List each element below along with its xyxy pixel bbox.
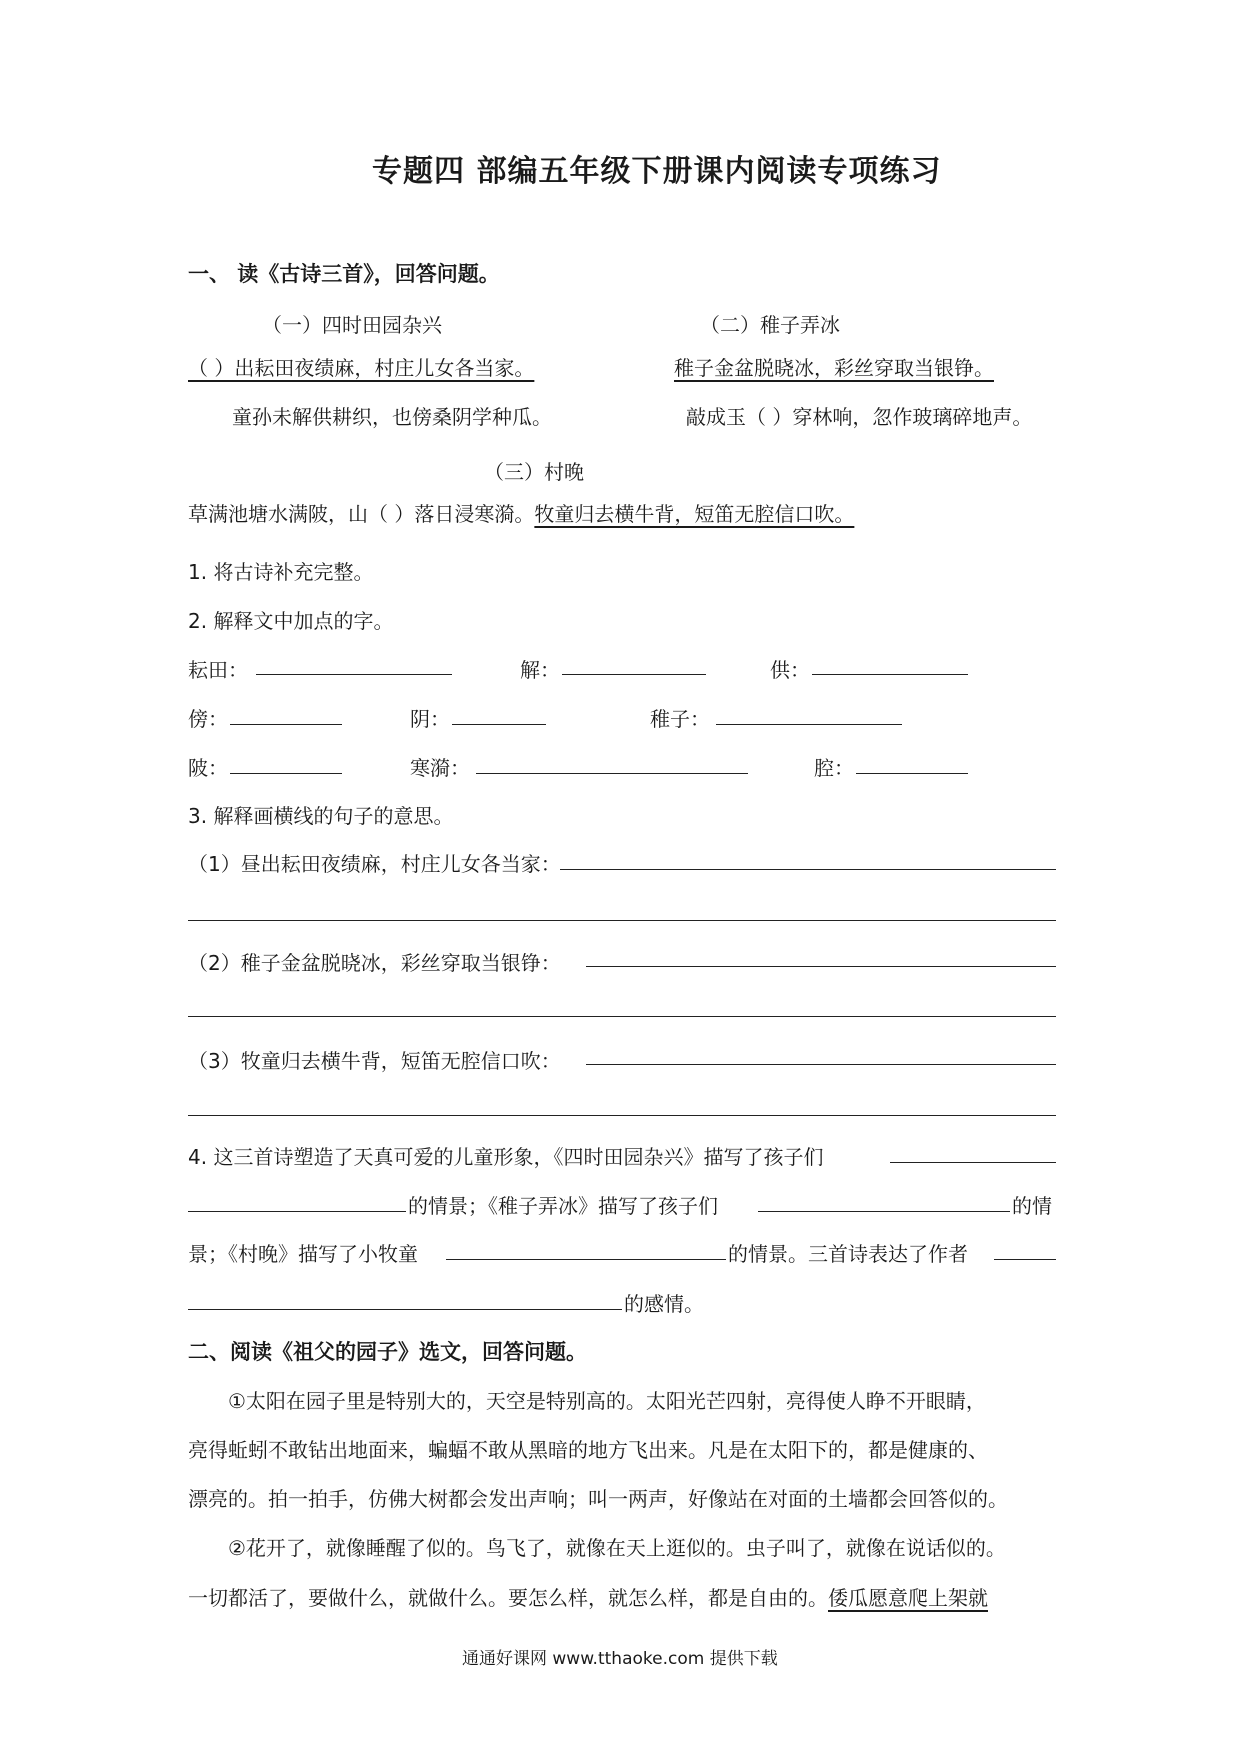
q2-term-6: 稚子： [650,707,710,731]
q3-answer-1b[interactable] [188,920,1056,921]
poem2-line1: 稚子金盆脱晓冰，彩丝穿取当银铮。 [674,356,994,380]
poem3-line-a: 草满池塘水满陂，山（ ）落日浸寒漪。 [188,502,535,526]
passage-p2-line1: ②花开了，就像睡醒了似的。鸟飞了，就像在天上逛似的。虫子叫了，就像在说话似的。 [228,1536,1006,1560]
q3-answer-2a[interactable] [586,966,1056,967]
q2-blank-7[interactable] [230,773,342,774]
q4-blank-3[interactable] [758,1211,1010,1212]
q4-part-2: 的情景；《稚子弄冰》描写了孩子们 [408,1194,718,1218]
q3-item-2: （2）稚子金盆脱晓冰，彩丝穿取当银铮： [188,951,561,975]
poem2-title: （二）稚子弄冰 [700,313,840,337]
passage-p2-line2-text: 一切都活了，要做什么，就做什么。要怎么样，就怎么样，都是自由的。 [188,1586,828,1610]
question-1: 1. 将古诗补充完整。 [188,560,374,584]
section1-heading: 一、 读《古诗三首》，回答问题。 [188,262,500,286]
q2-term-9: 腔： [814,756,854,780]
q2-blank-1[interactable] [256,674,452,675]
question-2: 2. 解释文中加点的字。 [188,609,394,633]
poem1-line2: 童孙未解供耕织，也傍桑阴学种瓜。 [232,405,552,429]
q4-blank-6[interactable] [188,1309,622,1310]
poem3-lines [188,498,854,527]
passage-p2-line2 [188,1582,988,1611]
q3-answer-2b[interactable] [188,1016,1056,1017]
q2-blank-4[interactable] [230,724,342,725]
q3-answer-3a[interactable] [586,1064,1056,1065]
q4-blank-5[interactable] [994,1259,1056,1260]
q2-blank-9[interactable] [856,773,968,774]
q2-blank-3[interactable] [812,674,968,675]
q2-blank-8[interactable] [476,773,748,774]
poem2-line2: 敲成玉（ ）穿林响，忽作玻璃碎地声。 [686,405,1033,429]
q2-term-8: 寒漪： [410,756,470,780]
q4-part-3: 的情 [1012,1194,1052,1218]
poem1-line1: （ ）出耘田夜绩麻，村庄儿女各当家。 [188,356,535,380]
poem3-line-b: 牧童归去横牛背，短笛无腔信口吹。 [534,502,855,526]
q3-answer-3b[interactable] [188,1115,1056,1116]
q4-part-6: 的感情。 [624,1292,704,1316]
passage-p1-line2: 亮得蚯蚓不敢钻出地面来，蝙蝠不敢从黑暗的地方飞出来。凡是在太阳下的，都是健康的、 [188,1438,988,1462]
passage-p1-line1: ①太阳在园子里是特别大的，天空是特别高的。太阳光芒四射，亮得使人睁不开眼睛， [228,1389,986,1413]
poem1-title: （一）四时田园杂兴 [262,313,442,337]
q2-blank-6[interactable] [716,724,902,725]
q2-term-4: 傍： [188,707,228,731]
q4-blank-1[interactable] [890,1162,1056,1163]
q3-answer-1a[interactable] [560,869,1056,870]
q2-blank-5[interactable] [452,724,546,725]
q3-item-1: （1）昼出耘田夜绩麻，村庄儿女各当家： [188,852,561,876]
section2-heading: 二、阅读《祖父的园子》选文，回答问题。 [188,1340,587,1364]
passage-p1-line3: 漂亮的。拍一拍手，仿佛大树都会发出声响；叫一两声，好像站在对面的土墙都会回答似的。 [188,1487,1008,1511]
page-title: 专题四 部编五年级下册课内阅读专项练习 [372,154,942,189]
question-3: 3. 解释画横线的句子的意思。 [188,804,454,828]
q4-blank-2[interactable] [188,1211,406,1212]
q3-item-3: （3）牧童归去横牛背，短笛无腔信口吹： [188,1049,561,1073]
q4-part-4: 景；《村晚》描写了小牧童 [188,1242,418,1266]
q2-term-3: 供： [770,658,810,682]
q2-term-5: 阴： [410,707,450,731]
poem3-title: （三）村晚 [484,460,584,484]
q4-part-1: 4. 这三首诗塑造了天真可爱的儿童形象，《四时田园杂兴》描写了孩子们 [188,1145,824,1169]
passage-p2-underlined: 倭瓜愿意爬上架就 [828,1586,988,1610]
q4-part-5: 的情景。三首诗表达了作者 [728,1242,968,1266]
q4-blank-4[interactable] [446,1259,726,1260]
footer-text: 通通好课网 www.tthaoke.com 提供下载 [462,1649,778,1669]
q2-term-1: 耘田： [188,658,248,682]
q2-term-7: 陂： [188,756,228,780]
q2-blank-2[interactable] [562,674,706,675]
q2-term-2: 解： [520,658,560,682]
